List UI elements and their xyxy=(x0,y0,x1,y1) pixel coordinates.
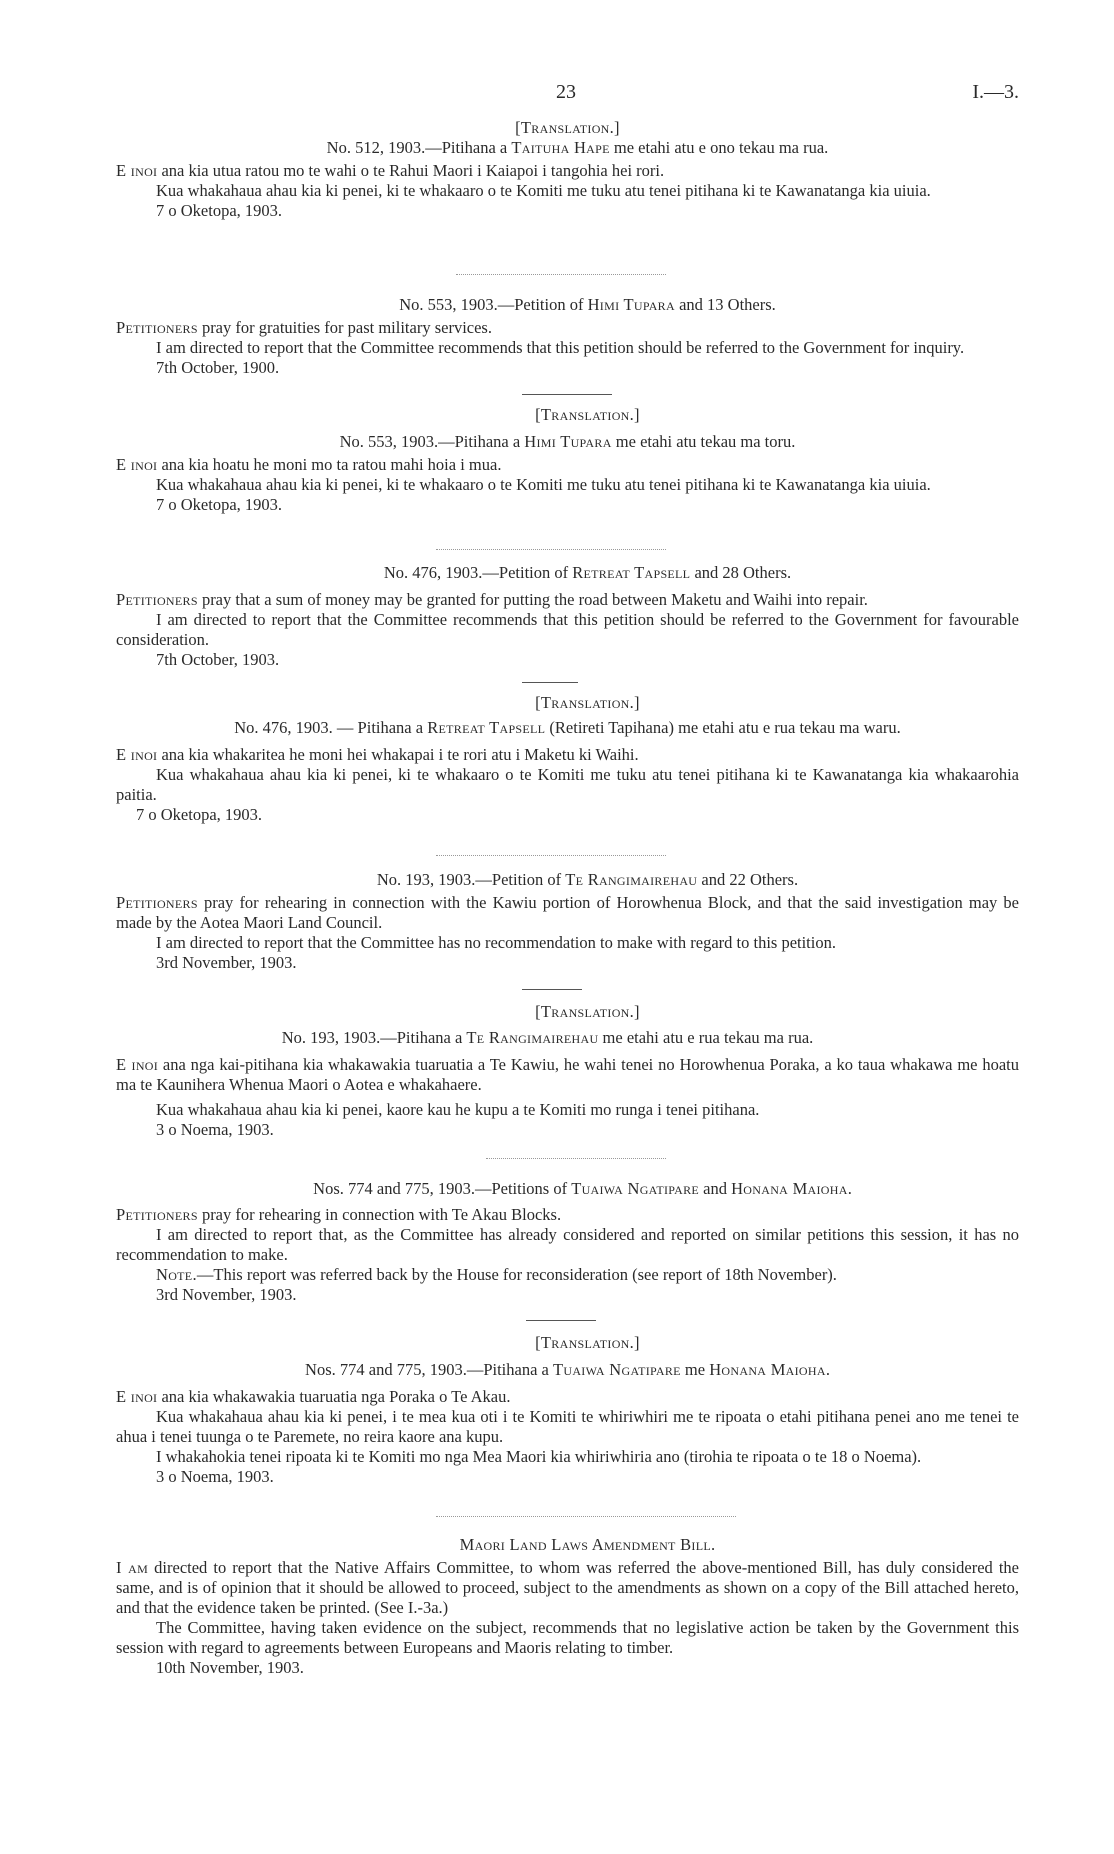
bill-paragraph-2: The Committee, having taken evidence on the subject, recommends that no legislative action be taken by the Government this session with regard to agreements between Europeans and Maoris relating to timber. xyxy=(116,1618,1019,1657)
section-divider xyxy=(486,1158,666,1159)
section-heading: No. 512, 1903.—Pitihana a Taituha Hape me etahi atu e ono tekau ma rua. xyxy=(326,138,829,157)
report-text: I am directed to report that the Committee recommends that this petition should be referred to the Government for inquiry. xyxy=(156,338,965,357)
prayer-text: E inoi ana nga kai-pitihana kia whakawakia tuaruatia a Te Kawiu, he wahi tenei no Horowhenua Poraka, a ko taua whakawa me hoatu ma te Kaunihera Whenua Maori o Aotea e whakahaere. xyxy=(116,1055,1019,1094)
section-heading: No. 476, 1903. — Pitihana a Retreat Tapsell (Retireti Tapihana) me etahi atu e rua tekau ma waru. xyxy=(234,718,901,737)
section-heading: Nos. 774 and 775, 1903.—Petitions of Tuaiwa Ngatipare and Honana Maioha. xyxy=(313,1179,852,1198)
bill-date: 10th November, 1903. xyxy=(156,1658,304,1677)
translation-rule xyxy=(522,682,578,683)
report-text: Kua whakahaua ahau kia ki penei, ki te whakaaro o te Komiti me tuku atu tenei pitihana ki te Kawanatanga kia whakaarohia paitia. xyxy=(116,765,1019,804)
section-divider xyxy=(436,549,666,550)
section-heading: Nos. 774 and 775, 1903.—Pitihana a Tuaiwa Ngatipare me Honana Maioha. xyxy=(305,1360,830,1379)
translation-rule xyxy=(526,1320,596,1321)
report-text: I am directed to report that the Committee recommends that this petition should be referred to the Government for favourable consideration. xyxy=(116,610,1019,649)
section-774-775 xyxy=(116,1179,1019,1305)
report-text: Kua whakahaua ahau kia ki penei, ki te whakaaro o te Komiti me tuku atu tenei pitihana ki te Kawanatanga kia uiuia. xyxy=(156,475,931,494)
translation-label: [Translation.] xyxy=(515,118,620,137)
translation-label: [Translation.] xyxy=(535,1002,640,1021)
section-774-775-translation xyxy=(116,1333,1019,1487)
prayer-text: E inoi ana kia whakawakia tuaruatia nga Poraka o Te Akau. xyxy=(116,1387,511,1406)
report-text: I am directed to report that, as the Committee has already considered and reported on similar petitions this session, it has no recommendation to make. xyxy=(116,1225,1019,1264)
report-text: Kua whakahaua ahau kia ki penei, i te mea kua oti i te Komiti te whiriwhiri me te ripoata o etahi pitihana penei ano me tenei te ahua i tenei tuunga o te Paremete, no reira kaore ana kupu. xyxy=(116,1407,1019,1446)
prayer-text: E inoi ana kia hoatu he moni mo ta ratou mahi hoia i mua. xyxy=(116,455,502,474)
section-553-translation xyxy=(116,405,1019,515)
page-number: 23 xyxy=(556,81,576,103)
section-date: 3rd November, 1903. xyxy=(156,1285,297,1304)
section-heading: No. 193, 1903.—Pitihana a Te Rangimairehau me etahi atu e rua tekau ma rua. xyxy=(281,1028,814,1047)
translation-rule xyxy=(522,989,582,990)
section-date: 3 o Noema, 1903. xyxy=(156,1120,274,1139)
section-heading: No. 553, 1903.—Petition of Himi Tupara and 13 Others. xyxy=(399,295,776,314)
section-date: 7 o Oketopa, 1903. xyxy=(156,495,283,514)
prayer-text: E inoi ana kia utua ratou mo te wahi o te Rahui Maori i Kaiapoi i tangohia hei rori. xyxy=(116,161,665,180)
prayer-text: Petitioners pray for rehearing in connection with the Kawiu portion of Horowhenua Block, and that the said investigation may be made by the Aotea Maori Land Council. xyxy=(116,893,1019,932)
translation-label: [Translation.] xyxy=(535,405,640,424)
section-193 xyxy=(116,870,1019,973)
page-reference: I.—3. xyxy=(972,81,1019,103)
prayer-text: Petitioners pray for rehearing in connection with Te Akau Blocks. xyxy=(116,1205,562,1224)
section-476 xyxy=(116,563,1019,670)
section-date: 3 o Noema, 1903. xyxy=(156,1467,274,1486)
bill-paragraph-1: I am directed to report that the Native Affairs Committee, to whom was referred the above-mentioned Bill, has duly considered the same, and is of opinion that it should be allowed to proceed, subject to the amendments as shown on a copy of the Bill attached hereto, and that the evidence taken be printed. (See I.-3a.) xyxy=(116,1558,1020,1617)
bill-section xyxy=(116,1535,1019,1678)
section-divider xyxy=(456,274,666,275)
section-date: 3rd November, 1903. xyxy=(156,953,297,972)
report-text: Kua whakahaua ahau kia ki penei, ki te whakaaro o te Komiti me tuku atu tenei pitihana ki te Kawanatanga kia uiuia. xyxy=(156,181,931,200)
note-text: Note.—This report was referred back by the House for reconsideration (see report of 18th November). xyxy=(156,1265,837,1284)
section-553 xyxy=(116,295,1019,378)
section-date: 7 o Oketopa, 1903. xyxy=(136,805,263,824)
translation-rule xyxy=(522,394,612,395)
report-text: I am directed to report that the Committee has no recommendation to make with regard to this petition. xyxy=(156,933,836,952)
section-512-translation xyxy=(116,118,1019,221)
report-text: Kua whakahaua ahau kia ki penei, kaore kau he kupu a te Komiti mo runga i tenei pitihana. xyxy=(156,1100,760,1119)
prayer-text: Petitioners pray for gratuities for past military services. xyxy=(116,318,492,337)
section-date: 7 o Oketopa, 1903. xyxy=(156,201,283,220)
page-header xyxy=(116,82,1019,106)
section-divider xyxy=(436,1516,736,1517)
section-date: 7th October, 1900. xyxy=(156,358,280,377)
section-divider xyxy=(436,855,666,856)
translation-label: [Translation.] xyxy=(535,693,640,712)
section-heading: No. 553, 1903.—Pitihana a Himi Tupara me etahi atu tekau ma toru. xyxy=(339,432,796,451)
section-heading: No. 193, 1903.—Petition of Te Rangimairehau and 22 Others. xyxy=(376,870,799,889)
report-text-2: I whakahokia tenei ripoata ki te Komiti mo nga Mea Maori kia whiriwhiria ano (tirohia te ripoata o te 18 o Noema). xyxy=(156,1447,922,1466)
section-heading: No. 476, 1903.—Petition of Retreat Tapsell and 28 Others. xyxy=(383,563,792,582)
section-date: 7th October, 1903. xyxy=(156,650,280,669)
prayer-text: E inoi ana kia whakaritea he moni hei whakapai i te rori atu i Maketu ki Waihi. xyxy=(116,745,639,764)
section-476-translation xyxy=(116,693,1019,825)
prayer-text: Petitioners pray that a sum of money may be granted for putting the road between Maketu and Waihi into repair. xyxy=(116,590,868,609)
translation-label: [Translation.] xyxy=(535,1333,640,1352)
bill-title: Maori Land Laws Amendment Bill. xyxy=(459,1535,716,1554)
section-193-translation xyxy=(116,1002,1019,1140)
